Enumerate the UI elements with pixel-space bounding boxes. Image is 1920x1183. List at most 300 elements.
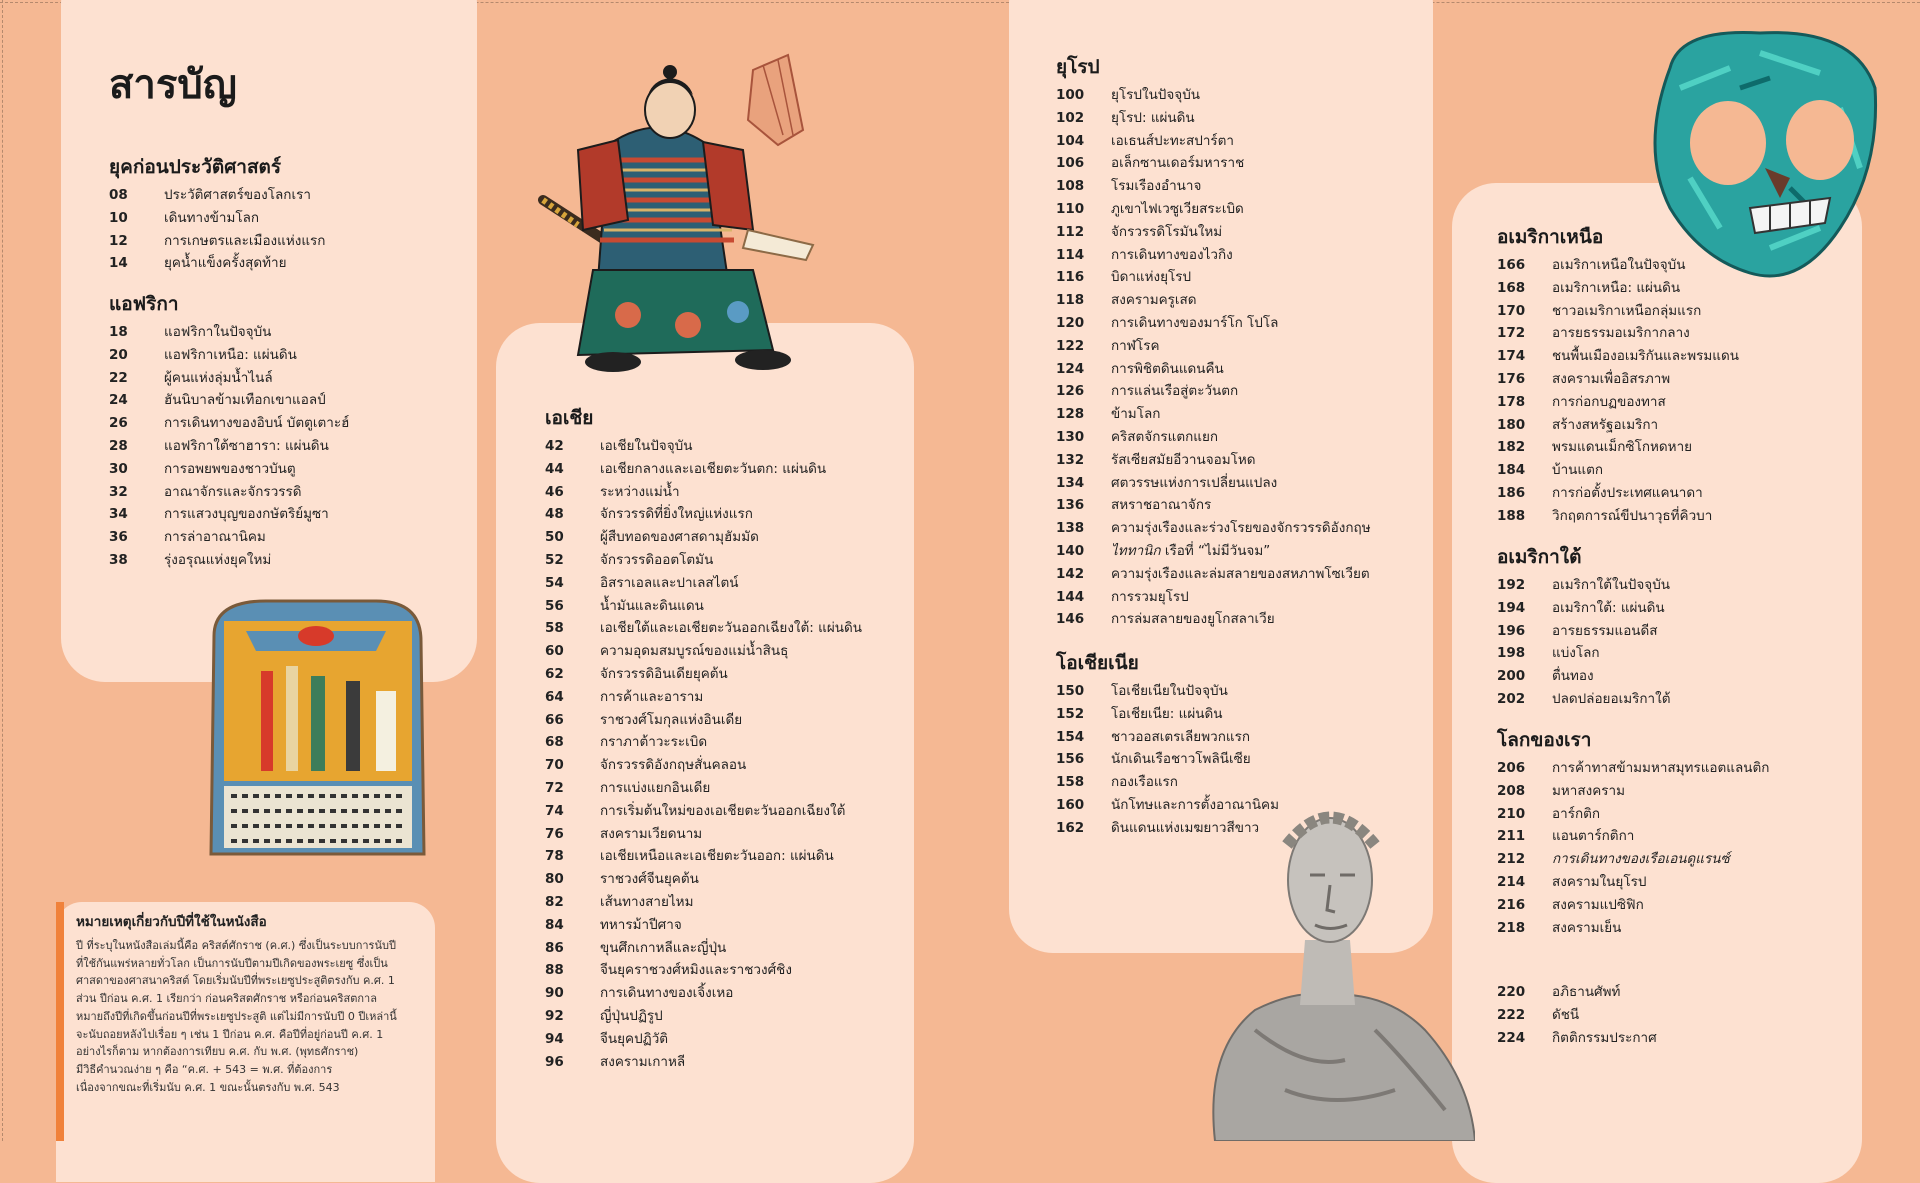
- toc-entry[interactable]: [1056, 703, 1456, 726]
- toc-page-number: 122: [1056, 337, 1085, 354]
- toc-entry-title: สงครามเพื่ออิสรภาพ: [1552, 370, 1671, 387]
- toc-entry-title: ยุโรปในปัจจุบัน: [1111, 87, 1200, 103]
- toc-entry[interactable]: [545, 595, 945, 618]
- toc-page-number: 220: [1497, 984, 1526, 1000]
- toc-page-number: 100: [1056, 87, 1085, 103]
- toc-entry-title: โอเชียเนียในปัจจุบัน: [1111, 683, 1228, 699]
- toc-page-number: 10: [109, 209, 128, 226]
- toc-entry-title: จีนยุคปฏิวัติ: [600, 1030, 669, 1047]
- toc-page-number: 08: [109, 187, 128, 203]
- note-accent-bar: [56, 902, 64, 1141]
- toc-entry[interactable]: [545, 435, 945, 458]
- toc-entry[interactable]: [545, 1028, 945, 1051]
- toc-entry[interactable]: [1497, 277, 1897, 300]
- toc-page-number: 90: [545, 985, 564, 1002]
- toc-page-number: 12: [109, 232, 128, 249]
- toc-entry-title: แอฟริกาในปัจจุบัน: [164, 324, 272, 340]
- note-line: ที่ใช้กันแพร่หลายทั่วโลก เป็นการนับปีตามปีเกิดของพระเยซู ซึ่งเป็น: [76, 956, 388, 970]
- toc-entry[interactable]: [1497, 848, 1897, 871]
- toc-page-number: 152: [1056, 705, 1085, 722]
- toc-entry[interactable]: [545, 549, 945, 572]
- toc-entry[interactable]: [1056, 358, 1456, 381]
- toc-entry[interactable]: [545, 640, 945, 663]
- toc-entry[interactable]: [1497, 665, 1897, 688]
- toc-entry-title: จักรวรรดิที่ยิ่งใหญ่แห่งแรก: [600, 506, 753, 523]
- toc-entry-title: เอเชียเหนือและเอเชียตะวันออก: แผ่นดิน: [600, 848, 834, 865]
- toc-entry-title: เอเธนส์ปะทะสปาร์ตา: [1111, 132, 1235, 149]
- toc-page-number: 202: [1497, 690, 1526, 707]
- toc-page-number: 146: [1056, 611, 1085, 628]
- toc-entry[interactable]: [1056, 266, 1456, 289]
- toc-entry-title: ดินแดนแห่งเมฆยาวสีขาว: [1111, 819, 1260, 836]
- toc-entry-title: อารยธรรมอเมริกากลาง: [1552, 325, 1690, 342]
- toc-entry-title: โอเชียเนีย: แผ่นดิน: [1111, 705, 1223, 722]
- toc-entry-title: ระหว่างแม่น้ำ: [600, 483, 680, 500]
- toc-entry-title: ความรุ่งเรืองและล่มสลายของสหภาพโซเวียต: [1111, 565, 1370, 582]
- toc-page-number: 14: [109, 255, 128, 272]
- toc-entry[interactable]: [1497, 300, 1897, 323]
- toc-page-number: 84: [545, 916, 564, 933]
- toc-entry-title: การค้าทาสข้ามมหาสมุทรแอตแลนติก: [1552, 760, 1770, 776]
- toc-entry-title: อิสราเอลและปาเลสไตน์: [600, 574, 739, 591]
- toc-entry-title: ทหารม้าปีศาจ: [600, 916, 682, 933]
- toc-entry[interactable]: [1497, 254, 1897, 277]
- toc-entry-title: การเดินทางของอิบน์ บัตตูเตาะฮ์: [164, 415, 350, 432]
- toc-page-number: 50: [545, 529, 564, 546]
- toc-entry-title: การก่อตั้งประเทศแคนาดา: [1552, 484, 1703, 501]
- toc-page-number: 130: [1056, 428, 1085, 445]
- toc-entry[interactable]: [545, 754, 945, 777]
- section-heading: แอฟริกา: [109, 293, 179, 315]
- note-line: มีวิธีคำนวณง่าย ๆ คือ “ค.ศ. + 543 = พ.ศ. ที่ต้องการ: [76, 1062, 333, 1076]
- section-heading: โอเชียเนีย: [1056, 652, 1139, 674]
- toc-entry-title: ศตวรรษแห่งการเปลี่ยนแปลง: [1111, 474, 1278, 491]
- toc-entry-title: อารยธรรมแอนดีส: [1552, 622, 1658, 639]
- toc-page-number: 134: [1056, 474, 1085, 491]
- section-heading: อเมริกาเหนือ: [1497, 226, 1604, 248]
- toc-entry-title: เอเชียใต้และเอเชียตะวันออกเฉียงใต้: แผ่นดิน: [600, 620, 862, 637]
- toc-entry[interactable]: [545, 800, 945, 823]
- toc-page-number: 24: [109, 392, 128, 409]
- toc-page-number: 160: [1056, 796, 1085, 813]
- toc-page-number: 64: [545, 688, 564, 705]
- toc-page-number: 76: [545, 825, 564, 842]
- toc-entry-title: ไททานิก: [1111, 542, 1161, 559]
- toc-page-number: 176: [1497, 370, 1526, 387]
- toc-entry[interactable]: [1056, 771, 1456, 794]
- toc-entry[interactable]: [545, 823, 945, 846]
- toc-entry[interactable]: [1497, 1027, 1897, 1050]
- toc-entry[interactable]: [1497, 391, 1897, 414]
- toc-entry-title: อเมริกาใต้ในปัจจุบัน: [1552, 577, 1670, 593]
- toc-entry-title: ข้ามโลก: [1111, 406, 1161, 423]
- toc-entry-title: กราภาต้าวะระเบิด: [600, 734, 708, 751]
- toc-page-number: 82: [545, 893, 564, 910]
- toc-entry-title: ยุคน้ำแข็งครั้งสุดท้าย: [164, 255, 287, 272]
- toc-page-number: 144: [1056, 588, 1085, 605]
- toc-entry-title: กองเรือแรก: [1111, 774, 1178, 791]
- section-oceania: [1056, 650, 1456, 840]
- toc-page-number: 60: [545, 643, 564, 660]
- toc-entry-title: กาฬโรค: [1111, 337, 1160, 354]
- note-line: หมายถึงปีที่เกิดขึ้นก่อนปีที่พระเยซูประสูติ แต่ไม่มีการนับปี 0 ปีเหล่านี้: [76, 1009, 397, 1023]
- toc-entry[interactable]: [1497, 459, 1897, 482]
- toc-entry[interactable]: [109, 412, 509, 435]
- toc-entry-title: อเมริกาเหนือในปัจจุบัน: [1552, 257, 1686, 273]
- toc-page-number: 52: [545, 551, 564, 568]
- toc-entry[interactable]: [1056, 472, 1456, 495]
- toc-entry[interactable]: [1056, 608, 1456, 631]
- section-back-matter: [1497, 981, 1897, 1049]
- toc-entry[interactable]: [1056, 130, 1456, 153]
- toc-page-number: 94: [545, 1030, 564, 1047]
- toc-page-number: 174: [1497, 348, 1526, 365]
- toc-entry[interactable]: [1056, 494, 1456, 517]
- toc-page-number: 186: [1497, 484, 1526, 501]
- toc-entry[interactable]: [109, 549, 509, 572]
- toc-entry[interactable]: [545, 1051, 945, 1074]
- toc-page-number: 140: [1056, 542, 1085, 559]
- toc-entry-title: เอเชียกลางและเอเชียตะวันตก: แผ่นดิน: [600, 460, 827, 477]
- toc-entry[interactable]: [545, 914, 945, 937]
- toc-page-number: 210: [1497, 805, 1526, 822]
- toc-entry-title: จักรวรรดิอังกฤษสั่นคลอน: [600, 757, 747, 774]
- toc-entry[interactable]: [1497, 803, 1897, 826]
- toc-entry[interactable]: [1497, 322, 1897, 345]
- toc-entry-title: ขุนศึกเกาหลีและญี่ปุ่น: [600, 939, 727, 956]
- toc-entry[interactable]: [1056, 380, 1456, 403]
- toc-page-number: 136: [1056, 497, 1085, 514]
- toc-entry-title: ภูเขาไฟเวซูเวียสระเบิด: [1111, 200, 1244, 217]
- section-heading: อเมริกาใต้: [1497, 546, 1582, 568]
- toc-page-number: 72: [545, 779, 564, 796]
- toc-entry-title: ความอุดมสมบูรณ์ของแม่น้ำสินธุ: [600, 643, 789, 660]
- toc-page-number: 30: [109, 460, 128, 477]
- toc-entry[interactable]: [109, 389, 509, 412]
- toc-page-number: 196: [1497, 622, 1526, 639]
- toc-entry[interactable]: [1056, 426, 1456, 449]
- toc-entry[interactable]: [109, 344, 509, 367]
- toc-entry[interactable]: [109, 435, 509, 458]
- toc-entry[interactable]: [1056, 794, 1456, 817]
- toc-entry-title: การรวมยุโรป: [1111, 588, 1189, 605]
- toc-entry-title: ยุโรป: แผ่นดิน: [1111, 109, 1195, 126]
- toc-page-number: 58: [545, 620, 564, 637]
- toc-entry-title: มหาสงคราม: [1552, 782, 1625, 799]
- toc-entry-title: แอฟริกาใต้ซาฮารา: แผ่นดิน: [164, 437, 329, 454]
- toc-entry[interactable]: [109, 230, 509, 253]
- toc-entry-title: บ้านแตก: [1552, 462, 1604, 479]
- toc-page-number: 166: [1497, 257, 1526, 273]
- toc-entry[interactable]: [545, 458, 945, 481]
- toc-entry[interactable]: [1497, 414, 1897, 437]
- toc-page-number: 124: [1056, 360, 1085, 377]
- section-heading: โลกของเรา: [1497, 729, 1592, 751]
- toc-entry[interactable]: [1497, 505, 1897, 528]
- toc-entry-title: การก่อกบฏของทาส: [1552, 393, 1666, 410]
- toc-entry-title: ดัชนี: [1552, 1006, 1580, 1023]
- section-north-america: [1497, 224, 1897, 528]
- toc-page-number: 208: [1497, 782, 1526, 799]
- toc-entry[interactable]: [109, 503, 509, 526]
- toc-page-number: 224: [1497, 1029, 1526, 1046]
- toc-entry-title: วิกฤตการณ์ขีปนาวุธที่คิวบา: [1552, 507, 1713, 524]
- toc-page-number: 44: [545, 460, 564, 477]
- toc-entry-title: อเล็กซานเดอร์มหาราช: [1111, 155, 1245, 172]
- toc-entry-title: สหราชอาณาจักร: [1111, 497, 1212, 514]
- toc-entry[interactable]: [1056, 312, 1456, 335]
- note-body: [76, 937, 426, 1096]
- toc-page-number: 18: [109, 324, 128, 340]
- toc-entry[interactable]: [1056, 748, 1456, 771]
- toc-entry-title: ชนพื้นเมืองอเมริกันและพรมแดน: [1552, 348, 1739, 365]
- toc-page-number: 32: [109, 483, 128, 500]
- toc-entry[interactable]: [545, 891, 945, 914]
- toc-entry-title: แอฟริกาเหนือ: แผ่นดิน: [164, 346, 297, 363]
- caesar-statue-image: [1195, 790, 1475, 1141]
- toc-entry[interactable]: [545, 572, 945, 595]
- toc-page-number: 154: [1056, 728, 1085, 745]
- toc-entry[interactable]: [1497, 436, 1897, 459]
- toc-entry[interactable]: [1497, 917, 1897, 940]
- toc-entry[interactable]: [1056, 335, 1456, 358]
- toc-entry[interactable]: [545, 868, 945, 891]
- toc-entry[interactable]: [1497, 345, 1897, 368]
- toc-entry[interactable]: [109, 321, 509, 344]
- toc-entry-title: แอนตาร์กติกา: [1552, 828, 1635, 845]
- toc-entry-title: กิตติกรรมประกาศ: [1552, 1029, 1657, 1046]
- toc-entry[interactable]: [1497, 620, 1897, 643]
- toc-entry[interactable]: [545, 503, 945, 526]
- toc-page-number: 138: [1056, 520, 1085, 537]
- toc-entry[interactable]: [545, 481, 945, 504]
- toc-entry[interactable]: [545, 617, 945, 640]
- section-south-america: [1497, 544, 1897, 711]
- toc-entry[interactable]: [109, 207, 509, 230]
- toc-entry[interactable]: [545, 663, 945, 686]
- toc-entry-title: สงครามเย็น: [1552, 919, 1622, 936]
- toc-entry-title: การเดินทางของเจิ้งเหอ: [600, 985, 734, 1002]
- toc-entry[interactable]: [1497, 1004, 1897, 1027]
- toc-page-number: 184: [1497, 462, 1526, 479]
- toc-page-number: 211: [1497, 828, 1526, 845]
- toc-page-number: 118: [1056, 292, 1085, 309]
- note-line: ปี ที่ระบุในหนังสือเล่มนี้คือ คริสต์ศักราช (ค.ศ.) ซึ่งเป็นระบบการนับปี: [76, 939, 396, 952]
- toc-entry[interactable]: [1056, 726, 1456, 749]
- toc-entry[interactable]: [545, 982, 945, 1005]
- section-heading: ยุโรป: [1056, 56, 1100, 78]
- toc-entry[interactable]: [1056, 107, 1456, 130]
- toc-page-number: 78: [545, 848, 564, 865]
- toc-entry-title: น้ำมันและดินแดน: [600, 597, 704, 614]
- toc-page-number: 26: [109, 415, 128, 432]
- section-asia: [545, 405, 945, 1073]
- toc-entry[interactable]: [1056, 540, 1456, 563]
- toc-entry[interactable]: [1497, 981, 1897, 1004]
- toc-entry-title: เดินทางข้ามโลก: [164, 209, 260, 226]
- toc-entry-title: อภิธานศัพท์: [1552, 984, 1621, 1000]
- toc-page-number: 212: [1497, 851, 1526, 868]
- toc-entry[interactable]: [109, 526, 509, 549]
- toc-page-number: 168: [1497, 279, 1526, 296]
- toc-entry[interactable]: [109, 481, 509, 504]
- section-heading: ยุคก่อนประวัติศาสตร์: [109, 156, 282, 178]
- toc-entry-title: คริสตจักรแตกแยก: [1111, 428, 1219, 445]
- toc-entry-title: บิดาแห่งยุโรป: [1111, 269, 1192, 286]
- toc-page-number: 158: [1056, 774, 1085, 791]
- toc-entry[interactable]: [1497, 825, 1897, 848]
- toc-entry[interactable]: [1056, 517, 1456, 540]
- toc-page-number: 214: [1497, 873, 1526, 890]
- toc-entry[interactable]: [545, 845, 945, 868]
- toc-entry[interactable]: [1056, 221, 1456, 244]
- toc-page-number: 110: [1056, 200, 1085, 217]
- toc-entry[interactable]: [1497, 482, 1897, 505]
- toc-entry[interactable]: [1056, 403, 1456, 426]
- toc-entry[interactable]: [1056, 84, 1456, 107]
- toc-page-number: 206: [1497, 760, 1526, 776]
- toc-entry-title: รัสเซียสมัยอีวานจอมโหด: [1111, 451, 1256, 468]
- toc-entry[interactable]: [1497, 894, 1897, 917]
- toc-entry-title: สงครามแปซิฟิก: [1552, 896, 1644, 913]
- toc-entry[interactable]: [1056, 175, 1456, 198]
- toc-entry[interactable]: [1497, 688, 1897, 711]
- toc-entry-title: ผู้สืบทอดของศาสดามุฮัมมัด: [600, 529, 759, 546]
- toc-entry[interactable]: [1497, 597, 1897, 620]
- toc-entry-title: จักรวรรดิโรมันใหม่: [1111, 223, 1223, 240]
- toc-page-number: 36: [109, 529, 128, 546]
- toc-entry-title: แบ่งโลก: [1552, 645, 1600, 662]
- toc-page-number: 128: [1056, 406, 1085, 423]
- toc-page-number: 126: [1056, 383, 1085, 400]
- toc-entry-title: นักเดินเรือชาวโพลินีเซีย: [1111, 751, 1251, 768]
- toc-entry[interactable]: [109, 367, 509, 390]
- toc-page-number: 46: [545, 483, 564, 500]
- toc-entry-title: เอเชียในปัจจุบัน: [600, 438, 693, 454]
- toc-entry[interactable]: [1497, 871, 1897, 894]
- toc-entry[interactable]: [545, 959, 945, 982]
- toc-entry-title: การค้าและอาราม: [600, 688, 704, 705]
- toc-page-number: 108: [1056, 178, 1085, 195]
- toc-page-number: 218: [1497, 919, 1526, 936]
- toc-page-number: 104: [1056, 132, 1085, 149]
- page-title: สารบัญ: [109, 62, 237, 108]
- toc-page-number: 222: [1497, 1006, 1526, 1023]
- toc-entry-title: สงครามเวียดนาม: [600, 825, 703, 842]
- toc-entry[interactable]: [1497, 642, 1897, 665]
- toc-page-number: 170: [1497, 302, 1526, 319]
- toc-entry-title: การอพยพของชาวบันตู: [164, 460, 296, 477]
- toc-entry[interactable]: [1056, 198, 1456, 221]
- samurai-illustration: [538, 50, 858, 380]
- toc-entry[interactable]: [545, 777, 945, 800]
- toc-entry-title: การล่มสลายของยูโกสลาเวีย: [1111, 611, 1275, 628]
- toc-entry-title: จักรวรรดิอินเดียยุคต้น: [600, 665, 728, 682]
- toc-entry-title: สร้างสหรัฐอเมริกา: [1552, 416, 1659, 433]
- toc-page-number: 200: [1497, 668, 1526, 685]
- toc-entry-title: ผู้คนแห่งลุ่มน้ำไนล์: [164, 369, 273, 386]
- note-line: เนื่องจากขณะที่เริ่มนับ ค.ศ. 1 ขณะนั้นตรงกับ พ.ศ. 543: [76, 1080, 340, 1094]
- toc-entry-title: จีนยุคราชวงศ์หมิงและราชวงศ์ชิง: [600, 962, 792, 979]
- toc-entry-title: ญี่ปุ่นปฏิรูป: [600, 1007, 663, 1024]
- toc-page-number: 28: [109, 437, 128, 454]
- toc-page-number: 198: [1497, 645, 1526, 662]
- toc-entry[interactable]: [1497, 574, 1897, 597]
- toc-page-number: 120: [1056, 314, 1085, 331]
- section-our-world: [1497, 727, 1897, 939]
- toc-page-number: 192: [1497, 577, 1526, 593]
- toc-entry[interactable]: [1056, 817, 1456, 840]
- toc-page-number: 54: [545, 574, 564, 591]
- egyptian-stela-image: [206, 596, 428, 860]
- toc-entry-title: ชาวอเมริกาเหนือกลุ่มแรก: [1552, 302, 1702, 319]
- toc-page-number: 66: [545, 711, 564, 728]
- toc-entry-title: การเดินทางของเรือเอนดูแรนซ์: [1552, 851, 1730, 868]
- toc-entry[interactable]: [1056, 244, 1456, 267]
- toc-entry-title: ชาวออสเตรเลียพวกแรก: [1111, 728, 1250, 745]
- section-prehistory: [109, 154, 509, 275]
- toc-entry[interactable]: [545, 937, 945, 960]
- toc-entry[interactable]: [1497, 368, 1897, 391]
- section-heading: เอเชีย: [545, 407, 594, 429]
- toc-entry-title: การเกษตรและเมืองแห่งแรก: [164, 232, 326, 249]
- toc-entry-title: อเมริกาใต้: แผ่นดิน: [1552, 599, 1665, 616]
- toc-entry-title: ประวัติศาสตร์ของโลกเรา: [164, 187, 311, 203]
- toc-entry[interactable]: [109, 458, 509, 481]
- toc-entry[interactable]: [545, 731, 945, 754]
- toc-page-number: 162: [1056, 819, 1085, 836]
- toc-entry-title: การพิชิตดินแดนคืน: [1111, 360, 1224, 377]
- toc-entry-title: ฮันนิบาลข้ามเทือกเขาแอลป์: [164, 392, 326, 409]
- toc-entry[interactable]: [1056, 563, 1456, 586]
- toc-entry-title: การล่าอาณานิคม: [164, 529, 266, 546]
- toc-page-number: 62: [545, 665, 564, 682]
- toc-page-number: 188: [1497, 507, 1526, 524]
- toc-page-number: 172: [1497, 325, 1526, 342]
- toc-entry-title: โรมเรืองอำนาจ: [1111, 178, 1202, 195]
- toc-entry-title: รุ่งอรุณแห่งยุคใหม่: [164, 551, 272, 568]
- toc-page-number: 70: [545, 757, 564, 774]
- toc-entry[interactable]: [545, 1005, 945, 1028]
- toc-page-number: 102: [1056, 109, 1085, 126]
- toc-page-number: 156: [1056, 751, 1085, 768]
- toc-entry-title: เส้นทางสายไหม: [600, 893, 694, 910]
- toc-entry[interactable]: [545, 526, 945, 549]
- toc-page-number: 22: [109, 369, 128, 386]
- toc-entry-title: การแสวงบุญของกษัตริย์มูซา: [164, 506, 329, 523]
- toc-entry[interactable]: [545, 709, 945, 732]
- toc-page-number: 182: [1497, 439, 1526, 456]
- toc-entry-title: การเริ่มต้นใหม่ของเอเชียตะวันออกเฉียงใต้: [600, 802, 846, 819]
- toc-entry[interactable]: [1497, 780, 1897, 803]
- toc-entry-title: ตื่นทอง: [1552, 668, 1594, 685]
- toc-entry[interactable]: [1056, 586, 1456, 609]
- toc-page-number: 42: [545, 438, 564, 454]
- toc-page-number: 178: [1497, 393, 1526, 410]
- toc-entry[interactable]: [1056, 152, 1456, 175]
- toc-entry[interactable]: [1497, 757, 1897, 780]
- note-line: ศาสดาของศาสนาคริสต์ โดยเริ่มนับปีที่พระเยซูประสูติตรงกับ ค.ศ. 1: [76, 974, 395, 988]
- dashed-guide-left: [2, 0, 3, 1141]
- toc-entry[interactable]: [1056, 449, 1456, 472]
- toc-entry[interactable]: [1056, 289, 1456, 312]
- toc-entry[interactable]: [1056, 680, 1456, 703]
- toc-page-number: 92: [545, 1007, 564, 1024]
- toc-entry[interactable]: [545, 686, 945, 709]
- toc-entry[interactable]: [109, 184, 509, 207]
- toc-entry[interactable]: [109, 252, 509, 275]
- toc-page-number: 34: [109, 506, 128, 523]
